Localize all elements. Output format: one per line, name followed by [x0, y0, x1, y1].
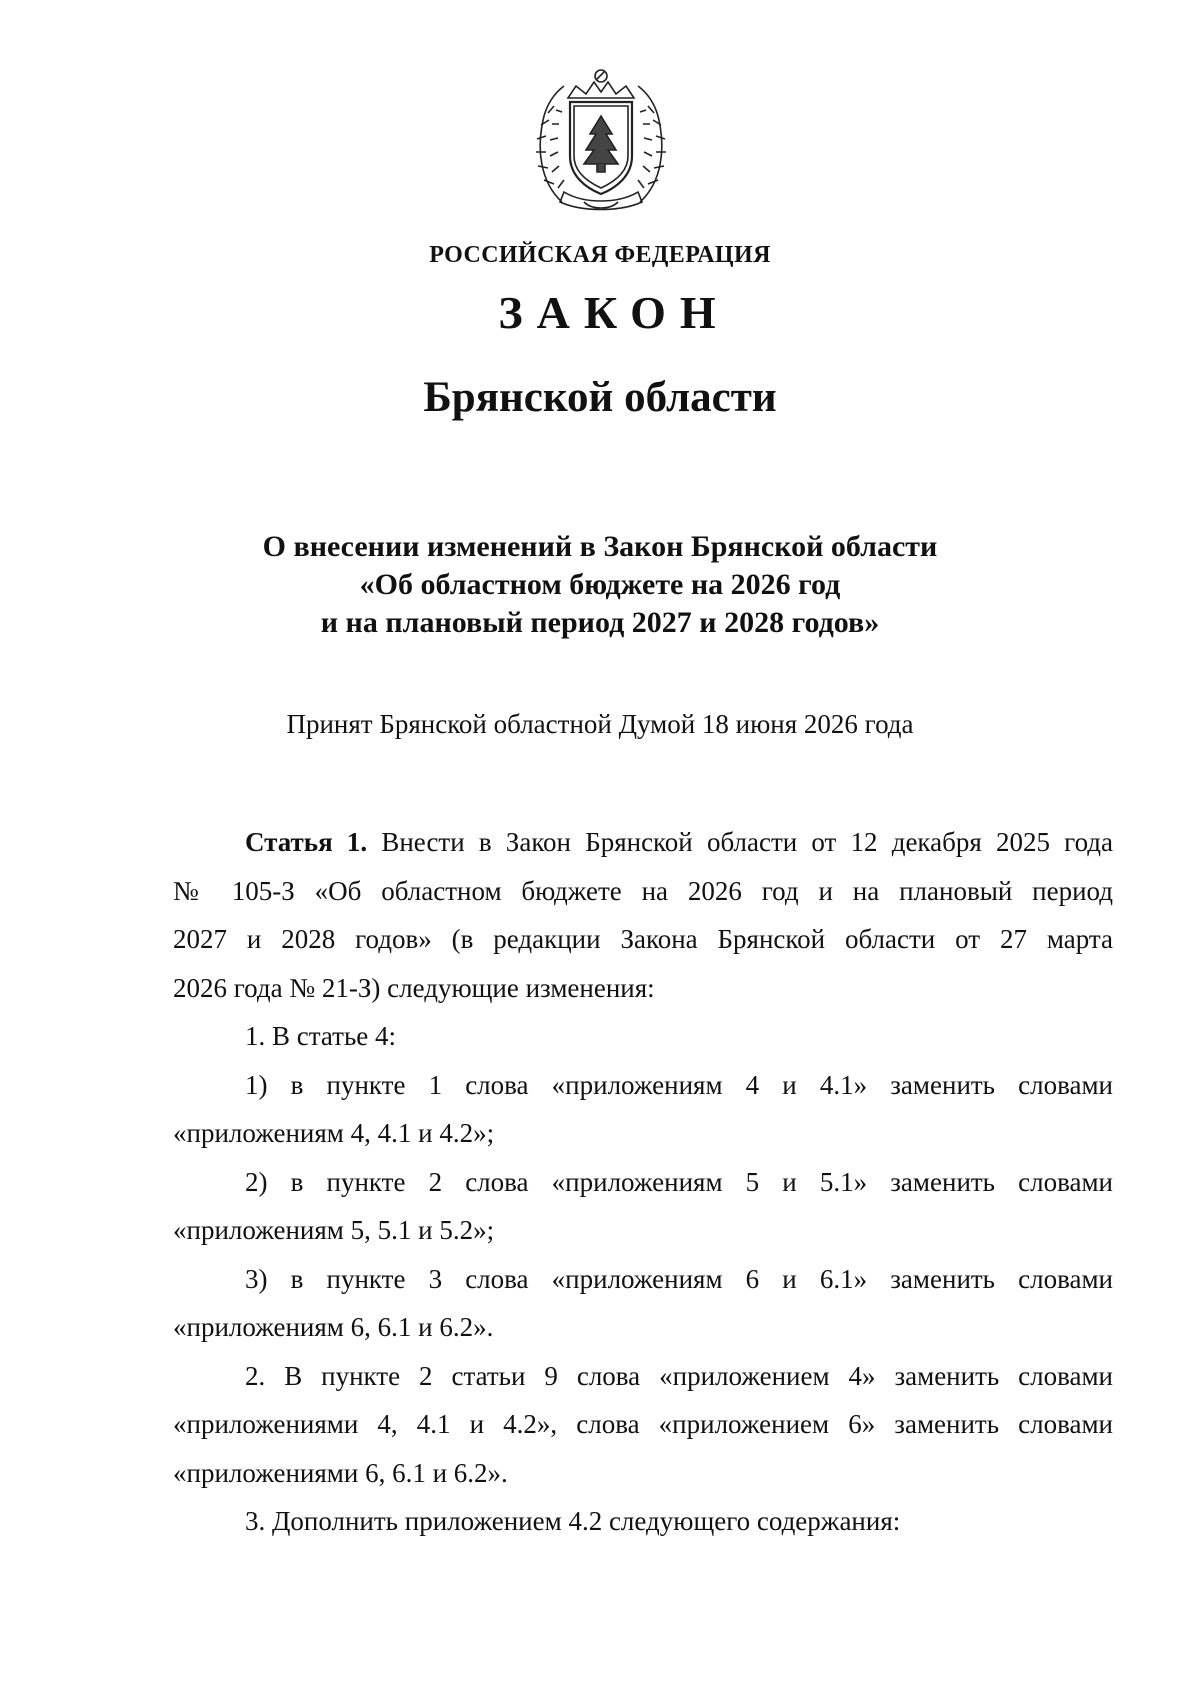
item-paragraph: 3) в пункте 3 слова «приложениям 6 и 6.1» заменить словами	[245, 1263, 1113, 1294]
item-paragraph-continuation: «приложениям 5, 5.1 и 5.2»;	[173, 1215, 495, 1245]
item-paragraph: 3. Дополнить приложением 4.2 следующего содержания:	[245, 1506, 901, 1536]
law-title	[0, 528, 1200, 642]
country-heading: РОССИЙСКАЯ ФЕДЕРАЦИЯ	[429, 242, 771, 268]
article-1-line	[173, 818, 1113, 867]
document-type-heading: ЗАКОН	[498, 287, 730, 338]
law-title-line: О внесении изменений в Закон Брянской области	[262, 530, 938, 563]
article-1-line: 2027 и 2028 годов» (в редакции Закона Брянской области от 27 марта	[173, 924, 1113, 954]
coat-of-arms-emblem	[534, 64, 668, 214]
item-paragraph: 1) в пункте 1 слова «приложениям 4 и 4.1» заменить словами	[245, 1069, 1113, 1100]
item-paragraph-continuation: «приложениям 4, 4.1 и 4.2»;	[173, 1118, 495, 1148]
region-heading: Брянской области	[423, 374, 777, 421]
item-paragraph: 2) в пункте 2 слова «приложениям 5 и 5.1» заменить словами	[245, 1166, 1113, 1197]
law-title-line: «Об областном бюджете на 2026 год	[359, 568, 841, 601]
article-label: Статья 1.	[245, 827, 368, 857]
item-paragraph: 1. В статье 4:	[245, 1021, 397, 1051]
item-paragraph-continuation: «приложениями 4, 4.1 и 4.2», слова «приложением 6» заменить словами	[173, 1409, 1113, 1439]
law-title-line: и на плановый период 2027 и 2028 годов»	[320, 606, 880, 639]
article-1-line: 2026 года № 21-З) следующие изменения:	[173, 972, 655, 1003]
item-paragraph-continuation: «приложениям 6, 6.1 и 6.2».	[173, 1312, 494, 1342]
item-paragraph-continuation: «приложениями 6, 6.1 и 6.2».	[173, 1457, 508, 1488]
article-1-line: № 105-З «Об областном бюджете на 2026 год и на плановый период	[173, 875, 1113, 906]
adoption-note: Принят Брянской областной Думой 18 июня 2026 года	[286, 709, 914, 739]
article-text: Внести в Закон Брянской области от 12 декабря 2025 года	[381, 827, 1114, 857]
item-paragraph: 2. В пункте 2 статьи 9 слова «приложением 4» заменить словами	[245, 1360, 1113, 1391]
law-body	[173, 818, 1113, 1546]
